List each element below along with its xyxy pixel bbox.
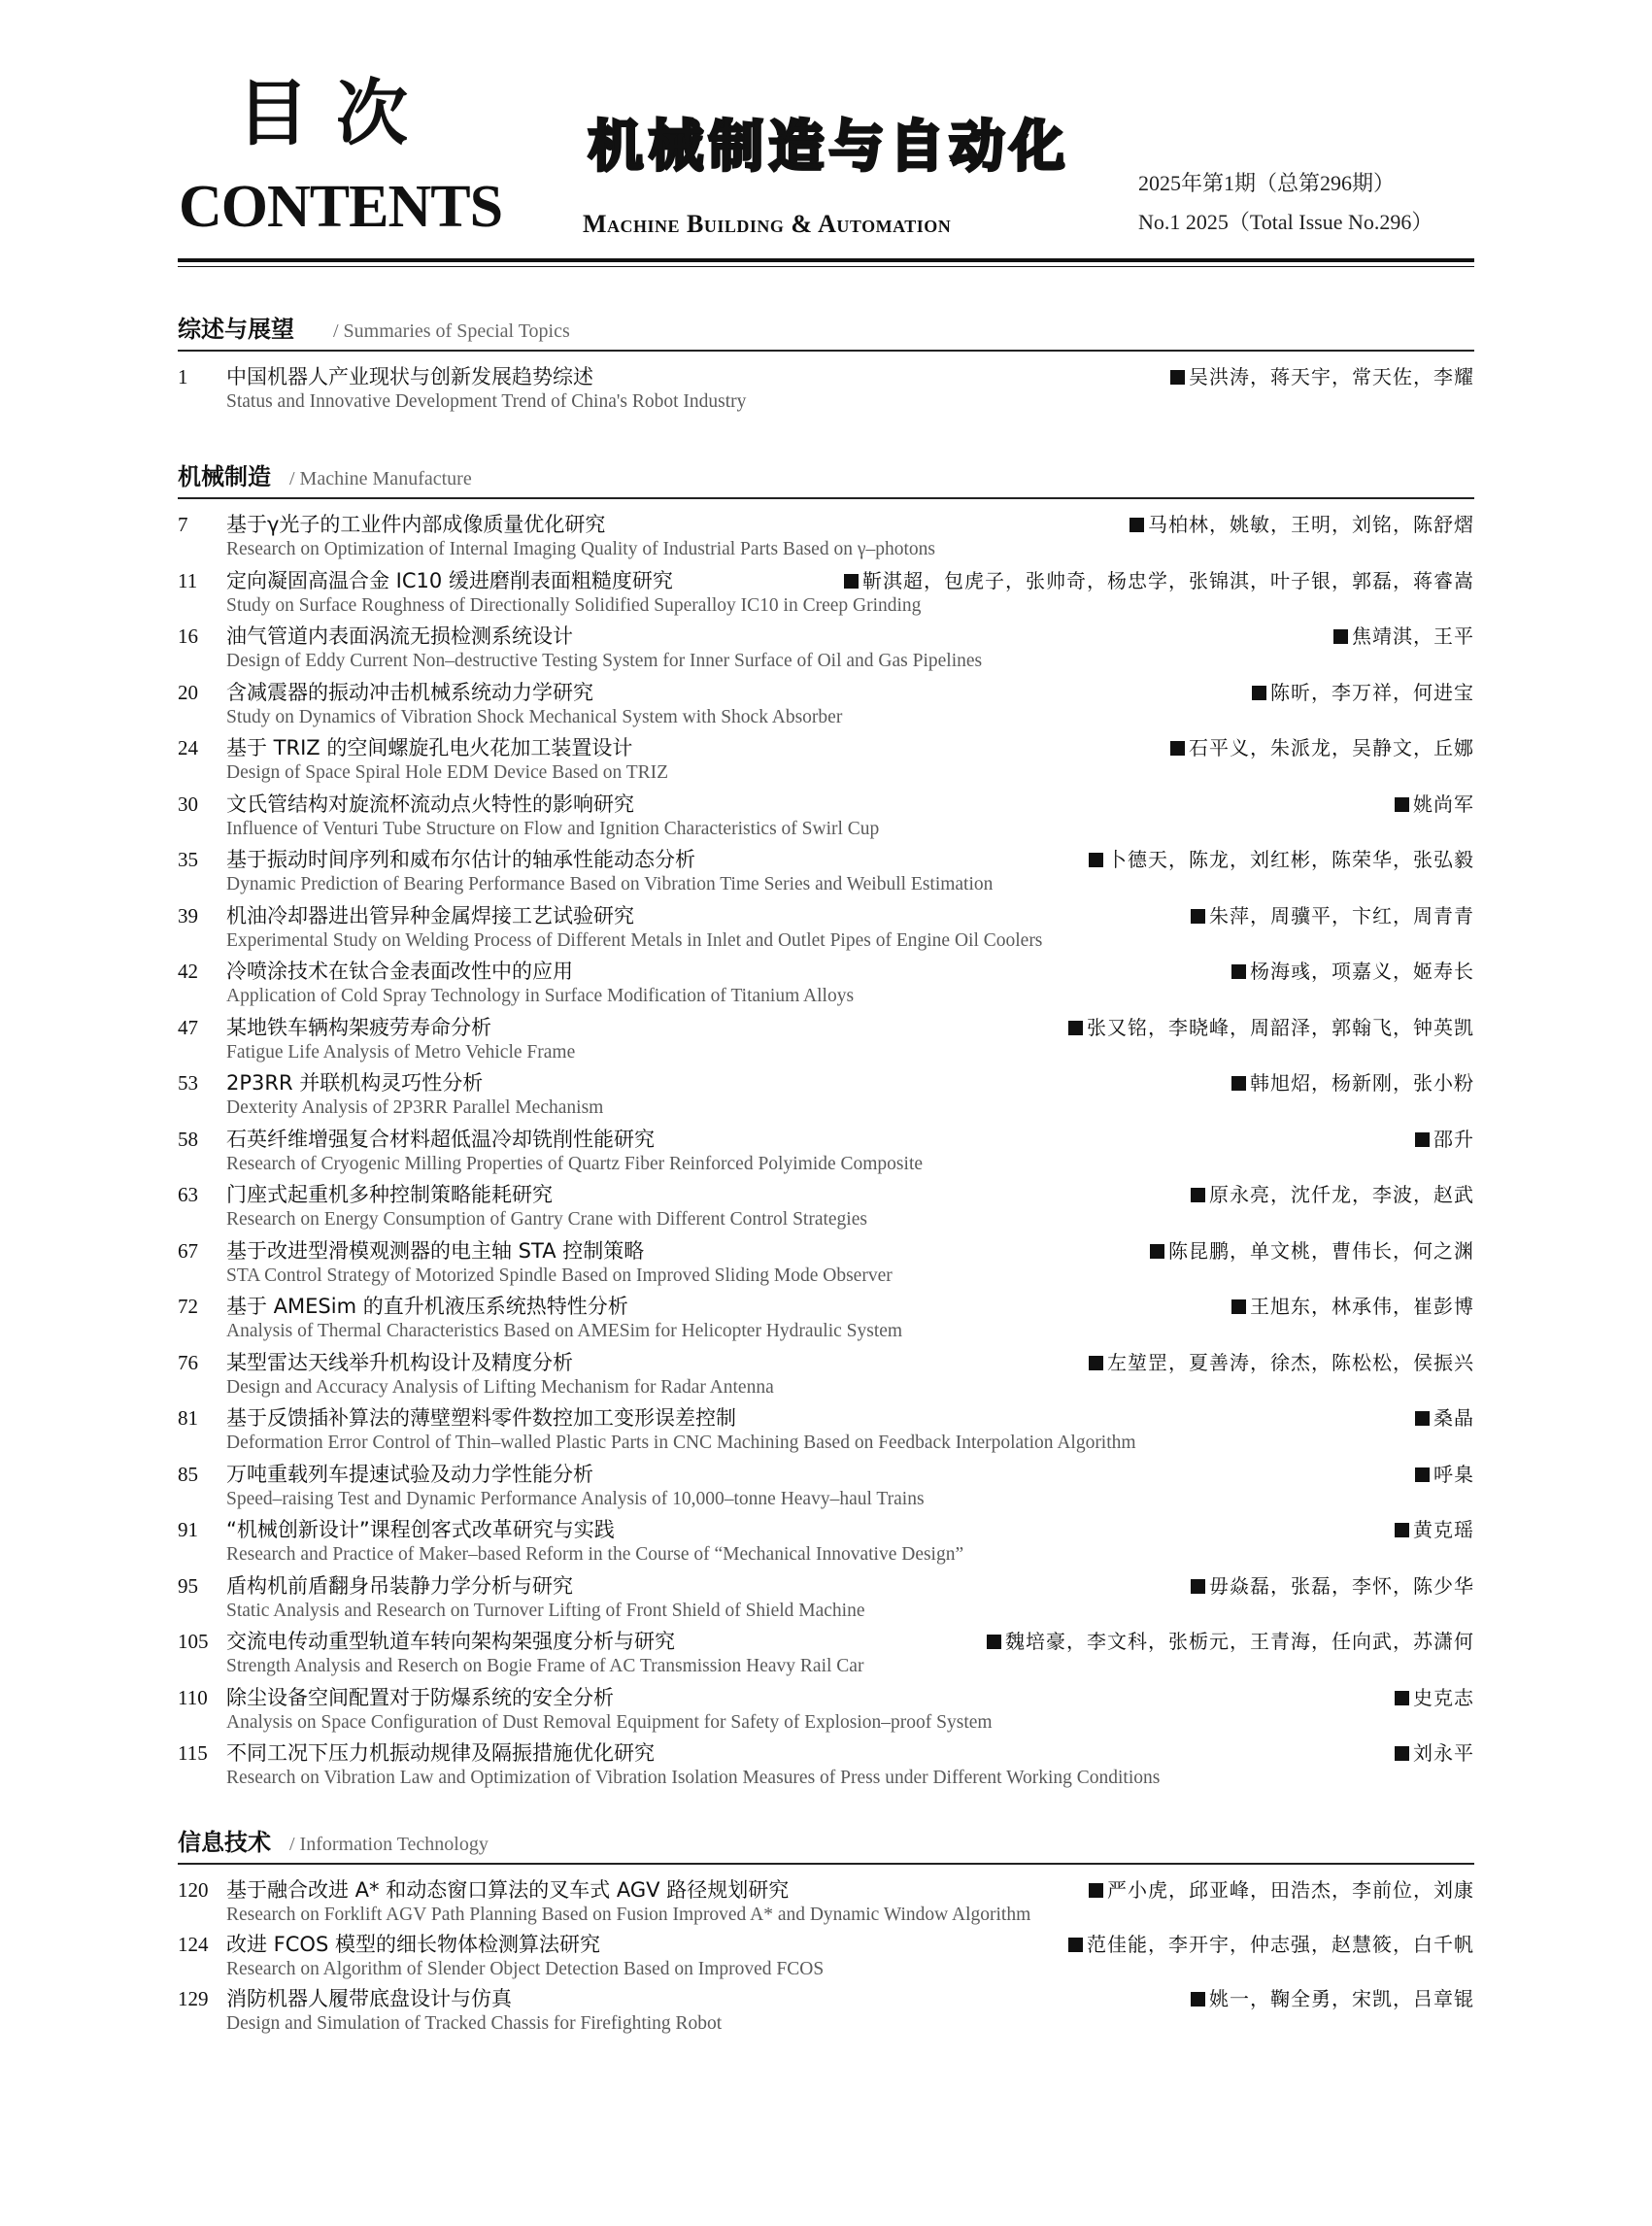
toc-entry[interactable] <box>178 1570 1474 1627</box>
entry-title-cn[interactable]: 基于γ光子的工业件内部成像质量优化研究 <box>226 513 606 536</box>
entry-title-cn[interactable]: 某型雷达天线举升机构设计及精度分析 <box>226 1350 573 1374</box>
entry-authors: 朱萍，周骥平，卞红，周青青 <box>1191 900 1474 931</box>
entry-page-number: 42 <box>178 960 198 983</box>
entry-title-en: STA Control Strategy of Motorized Spindle Based on Improved Sliding Mode Observer <box>226 1265 893 1286</box>
entry-title-en: Analysis of Thermal Characteristics Based on AMESim for Helicopter Hydraulic System <box>226 1321 903 1341</box>
section-heading <box>178 460 1474 499</box>
entry-authors: 吴洪涛，蒋天宇，常天佐，李耀 <box>1170 361 1474 392</box>
toc-section <box>178 313 1474 418</box>
entry-title-cn[interactable]: 门座式起重机多种控制策略能耗研究 <box>226 1183 553 1206</box>
entry-page-number: 124 <box>178 1933 209 1956</box>
entry-title-cn[interactable]: 基于反馈插补算法的薄壁塑料零件数控加工变形误差控制 <box>226 1406 736 1430</box>
entry-title-cn[interactable]: 某地铁车辆构架疲劳寿命分析 <box>226 1015 491 1039</box>
entry-title-en: Static Analysis and Research on Turnover Lifting of Front Shield of Shield Machine <box>226 1600 865 1621</box>
entry-page-number: 95 <box>178 1573 198 1598</box>
entry-title-en: Research on Optimization of Internal Imaging Quality of Industrial Parts Based on γ–photons <box>226 539 935 559</box>
entry-page-number: 24 <box>178 736 198 759</box>
toc-entry[interactable] <box>178 1983 1474 2038</box>
entry-title-en: Design of Eddy Current Non–destructive Testing System for Inner Surface of Oil and Gas Pipelines <box>226 651 983 671</box>
entry-title-en: Design of Space Spiral Hole EDM Device Based on TRIZ <box>226 762 669 783</box>
entry-title-en: Research on Vibration Law and Optimization of Vibration Isolation Measures of Press under Different Working Conditions <box>226 1768 1161 1788</box>
section-title-en: / Information Technology <box>289 1834 489 1855</box>
entry-authors: 卜德天，陈龙，刘红彬，陈荣华，张弘毅 <box>1089 844 1474 875</box>
entry-authors: 原永亮，沈仟龙，李波，赵武 <box>1191 1179 1474 1210</box>
entry-title-en: Influence of Venturi Tube Structure on Flow and Ignition Characteristics of Swirl Cup <box>226 818 880 839</box>
entry-title-en: Speed–raising Test and Dynamic Performance Analysis of 10,000–tonne Heavy–haul Trains <box>226 1488 925 1509</box>
toc-title-cn: 目次 <box>237 72 435 155</box>
section-title-cn: 综述与展望 <box>178 316 294 343</box>
section-title-en: / Machine Manufacture <box>289 468 472 489</box>
entry-title-cn[interactable]: 基于振动时间序列和威布尔估计的轴承性能动态分析 <box>226 848 695 871</box>
toc-entry[interactable] <box>178 1874 1474 1929</box>
entry-title-cn[interactable]: 基于 TRIZ 的空间螺旋孔电火花加工装置设计 <box>226 736 633 759</box>
entry-title-cn[interactable]: 基于改进型滑模观测器的电主轴 STA 控制策略 <box>226 1238 645 1263</box>
entry-authors: 王旭东，林承伟，崔彭博 <box>1231 1291 1474 1322</box>
entry-page-number: 72 <box>178 1295 198 1318</box>
section-heading <box>178 313 1474 352</box>
entry-authors: 杨海彧，项嘉义，姬寿长 <box>1231 956 1474 987</box>
entry-page-number: 110 <box>178 1685 208 1709</box>
entry-title-cn[interactable]: 万吨重载列车提速试验及动力学性能分析 <box>226 1462 593 1486</box>
entry-authors: 张又铭，李晓峰，周韶泽，郭翰飞，钟英凯 <box>1068 1012 1474 1043</box>
toc-entry[interactable] <box>178 1459 1474 1515</box>
entry-title-cn[interactable]: 交流电传动重型轨道车转向架构架强度分析与研究 <box>226 1630 675 1653</box>
entry-title-en: Strength Analysis and Reserch on Bogie Frame of AC Transmission Heavy Rail Car <box>226 1656 864 1676</box>
entry-page-number: 39 <box>178 903 198 928</box>
entry-title-cn[interactable]: 消防机器人履带底盘设计与仿真 <box>226 1987 512 2010</box>
entry-page-number: 58 <box>178 1127 198 1151</box>
entry-title-cn[interactable]: 定向凝固高温合金 IC10 缓进磨削表面粗糙度研究 <box>226 568 673 592</box>
toc-section <box>178 1826 1474 2038</box>
entry-title-en: Experimental Study on Welding Process of Different Metals in Inlet and Outlet Pipes of Engine Oil Coolers <box>226 929 1043 951</box>
entry-title-cn[interactable]: 机油冷却器进出管异种金属焊接工艺试验研究 <box>226 903 634 928</box>
entry-authors: 毋焱磊，张磊，李怀，陈少华 <box>1191 1570 1474 1602</box>
entry-page-number: 35 <box>178 848 198 871</box>
toc-entry[interactable] <box>178 1737 1474 1794</box>
entry-title-cn[interactable]: 2P3RR 并联机构灵巧性分析 <box>226 1071 484 1095</box>
toc-entry[interactable] <box>178 1626 1474 1682</box>
entry-title-cn[interactable]: 改进 FCOS 模型的细长物体检测算法研究 <box>226 1933 600 1956</box>
section-heading <box>178 1826 1474 1865</box>
issue-info-cn: 2025年第1期（总第296期） <box>1138 171 1396 195</box>
entry-page-number: 91 <box>178 1518 198 1541</box>
entry-authors: 姚尚军 <box>1395 789 1474 820</box>
toc-entry[interactable] <box>178 1235 1474 1292</box>
toc-entry[interactable] <box>178 361 1474 418</box>
entry-title-cn[interactable]: 油气管道内表面涡流无损检测系统设计 <box>226 624 573 648</box>
entry-authors: 马柏林，姚敏，王明，刘铭，陈舒熠 <box>1129 509 1474 540</box>
toc-entry[interactable] <box>178 732 1474 789</box>
section-divider <box>178 1863 1474 1865</box>
toc-entry[interactable] <box>178 1347 1474 1403</box>
entry-authors: 靳淇超，包虎子，张帅奇，杨忠学，张锦淇，叶子银，郭磊，蒋睿嵩 <box>844 565 1474 596</box>
entry-page-number: 129 <box>178 1987 209 2010</box>
entry-title-en: Design and Simulation of Tracked Chassis for Firefighting Robot <box>226 2013 723 2034</box>
journal-name-en: Machine Building & Automation <box>583 210 952 238</box>
section-title-cn: 机械制造 <box>178 463 271 490</box>
entry-page-number: 20 <box>178 680 198 704</box>
entry-title-en: Research on Energy Consumption of Gantry Crane with Different Control Strategies <box>226 1209 867 1230</box>
entry-title-cn[interactable]: 含减震器的振动冲击机械系统动力学研究 <box>226 680 593 704</box>
toc-entry[interactable] <box>178 1067 1474 1124</box>
entry-title-en: Deformation Error Control of Thin–walled Plastic Parts in CNC Machining Based on Feedback Interpolation Algorithm <box>226 1433 1136 1453</box>
entry-list <box>178 1874 1474 2038</box>
section-divider <box>178 350 1474 352</box>
entry-page-number: 76 <box>178 1350 198 1374</box>
entry-authors: 史克志 <box>1395 1682 1474 1713</box>
entry-authors: 刘永平 <box>1395 1737 1474 1769</box>
entry-title-cn[interactable]: 基于融合改进 A* 和动态窗口算法的叉车式 AGV 路径规划研究 <box>226 1878 790 1902</box>
entry-page-number: 1 <box>178 365 188 388</box>
section-divider <box>178 497 1474 499</box>
entry-title-cn[interactable]: 中国机器人产业现状与创新发展趋势综述 <box>226 365 593 388</box>
toc-entry[interactable] <box>178 789 1474 845</box>
toc-entry[interactable] <box>178 1929 1474 1983</box>
toc-entry[interactable] <box>178 1179 1474 1235</box>
masthead-rule-thin <box>178 266 1474 267</box>
toc-section <box>178 460 1474 1794</box>
entry-title-en: Research and Practice of Maker–based Reform in the Course of “Mechanical Innovative Design” <box>226 1544 964 1565</box>
toc-entry[interactable] <box>178 1402 1474 1459</box>
entry-title-cn[interactable]: 文氏管结构对旋流杯流动点火特性的影响研究 <box>226 792 634 816</box>
entry-page-number: 16 <box>178 624 198 648</box>
entry-page-number: 30 <box>178 792 198 816</box>
toc-entry[interactable] <box>178 844 1474 900</box>
entry-title-en: Study on Surface Roughness of Directionally Solidified Superalloy IC10 in Creep Grinding <box>226 594 922 616</box>
toc-entry[interactable] <box>178 1682 1474 1738</box>
entry-authors: 姚一，鞠全勇，宋凯，吕章锟 <box>1191 1983 1474 2014</box>
entry-list <box>178 509 1474 1794</box>
entry-page-number: 53 <box>178 1071 198 1095</box>
entry-title-en: Study on Dynamics of Vibration Shock Mechanical System with Shock Absorber <box>226 706 843 727</box>
toc-entry[interactable] <box>178 621 1474 677</box>
entry-title-en: Research on Algorithm of Slender Object Detection Based on Improved FCOS <box>226 1959 825 1979</box>
entry-title-cn[interactable]: 冷喷涂技术在钛合金表面改性中的应用 <box>226 960 573 983</box>
entry-authors: 韩旭炤，杨新刚，张小粉 <box>1231 1067 1474 1098</box>
entry-page-number: 7 <box>178 513 188 536</box>
entry-authors: 陈昕，李万祥，何进宝 <box>1252 677 1474 708</box>
entry-authors: 魏培豪，李文科，张栃元，王青海，任向武，苏潇何 <box>987 1626 1474 1657</box>
entry-page-number: 85 <box>178 1462 198 1486</box>
section-title-cn: 信息技术 <box>178 1829 271 1856</box>
entry-authors: 焦靖淇，王平 <box>1333 621 1474 652</box>
entry-authors: 桑晶 <box>1415 1402 1474 1433</box>
toc-entry[interactable] <box>178 1291 1474 1347</box>
entry-page-number: 105 <box>178 1630 209 1653</box>
toc-entry[interactable] <box>178 1514 1474 1570</box>
entry-page-number: 120 <box>178 1878 209 1902</box>
entry-authors: 陈昆鹏，单文桃，曹伟长，何之渊 <box>1150 1235 1474 1266</box>
entry-page-number: 47 <box>178 1015 198 1039</box>
entry-title-en: Application of Cold Spray Technology in Surface Modification of Titanium Alloys <box>226 986 855 1006</box>
entry-title-en: Dexterity Analysis of 2P3RR Parallel Mechanism <box>226 1097 604 1118</box>
masthead-rule-thick <box>178 258 1474 262</box>
toc-entry[interactable] <box>178 956 1474 1012</box>
entry-title-cn[interactable]: 不同工况下压力机振动规律及隔振措施优化研究 <box>226 1741 655 1765</box>
entry-title-en: Analysis on Space Configuration of Dust Removal Equipment for Safety of Explosion–proof System <box>226 1711 993 1733</box>
entry-title-en: Research on Forklift AGV Path Planning Based on Fusion Improved A* and Dynamic Window Algorithm <box>226 1905 1031 1925</box>
entry-title-en: Dynamic Prediction of Bearing Performance Based on Vibration Time Series and Weibull Estimation <box>226 874 994 894</box>
toc-entry[interactable] <box>178 900 1474 957</box>
toc-entry[interactable] <box>178 1124 1474 1180</box>
toc-entry[interactable] <box>178 565 1474 622</box>
entry-page-number: 81 <box>178 1406 198 1430</box>
entry-list <box>178 361 1474 418</box>
entry-page-number: 67 <box>178 1238 198 1263</box>
journal-name-cn: 机械制造与自动化 <box>589 116 1070 179</box>
toc-entry[interactable] <box>178 677 1474 733</box>
toc-entry[interactable] <box>178 509 1474 565</box>
entry-page-number: 63 <box>178 1183 198 1206</box>
entry-authors: 范佳能，李开宇，仲志强，赵慧筱，白千帆 <box>1068 1929 1474 1960</box>
entry-title-en: Research of Cryogenic Milling Properties of Quartz Fiber Reinforced Polyimide Composite <box>226 1153 924 1174</box>
issue-info-en: No.1 2025（Total Issue No.296） <box>1138 210 1433 234</box>
toc-entry[interactable] <box>178 1012 1474 1068</box>
entry-title-cn[interactable]: 石英纤维增强复合材料超低温冷却铣削性能研究 <box>226 1127 655 1151</box>
entry-authors: 左堃罡，夏善涛，徐杰，陈松松，侯振兴 <box>1089 1347 1474 1378</box>
entry-page-number: 11 <box>178 568 198 592</box>
toc-title-en: CONTENTS <box>179 174 503 240</box>
entry-title-en: Status and Innovative Development Trend of China's Robot Industry <box>226 391 747 412</box>
section-title-en: / Summaries of Special Topics <box>333 320 570 342</box>
entry-authors: 严小虎，邱亚峰，田浩杰，李前位，刘康 <box>1089 1874 1474 1906</box>
entry-authors: 邵升 <box>1415 1124 1474 1155</box>
entry-authors: 石平义，朱派龙，吴静文，丘娜 <box>1170 732 1474 763</box>
entry-authors: 黄克瑶 <box>1395 1514 1474 1545</box>
entry-title-cn[interactable]: “机械创新设计”课程创客式改革研究与实践 <box>226 1518 615 1541</box>
entry-title-cn[interactable]: 盾构机前盾翻身吊装静力学分析与研究 <box>226 1573 573 1598</box>
entry-page-number: 115 <box>178 1741 208 1765</box>
entry-title-cn[interactable]: 基于 AMESim 的直升机液压系统热特性分析 <box>226 1295 628 1318</box>
entry-authors: 呼臬 <box>1415 1459 1474 1490</box>
entry-title-en: Fatigue Life Analysis of Metro Vehicle Frame <box>226 1041 576 1062</box>
entry-title-en: Design and Accuracy Analysis of Lifting Mechanism for Radar Antenna <box>226 1376 774 1398</box>
entry-title-cn[interactable]: 除尘设备空间配置对于防爆系统的安全分析 <box>226 1685 614 1709</box>
